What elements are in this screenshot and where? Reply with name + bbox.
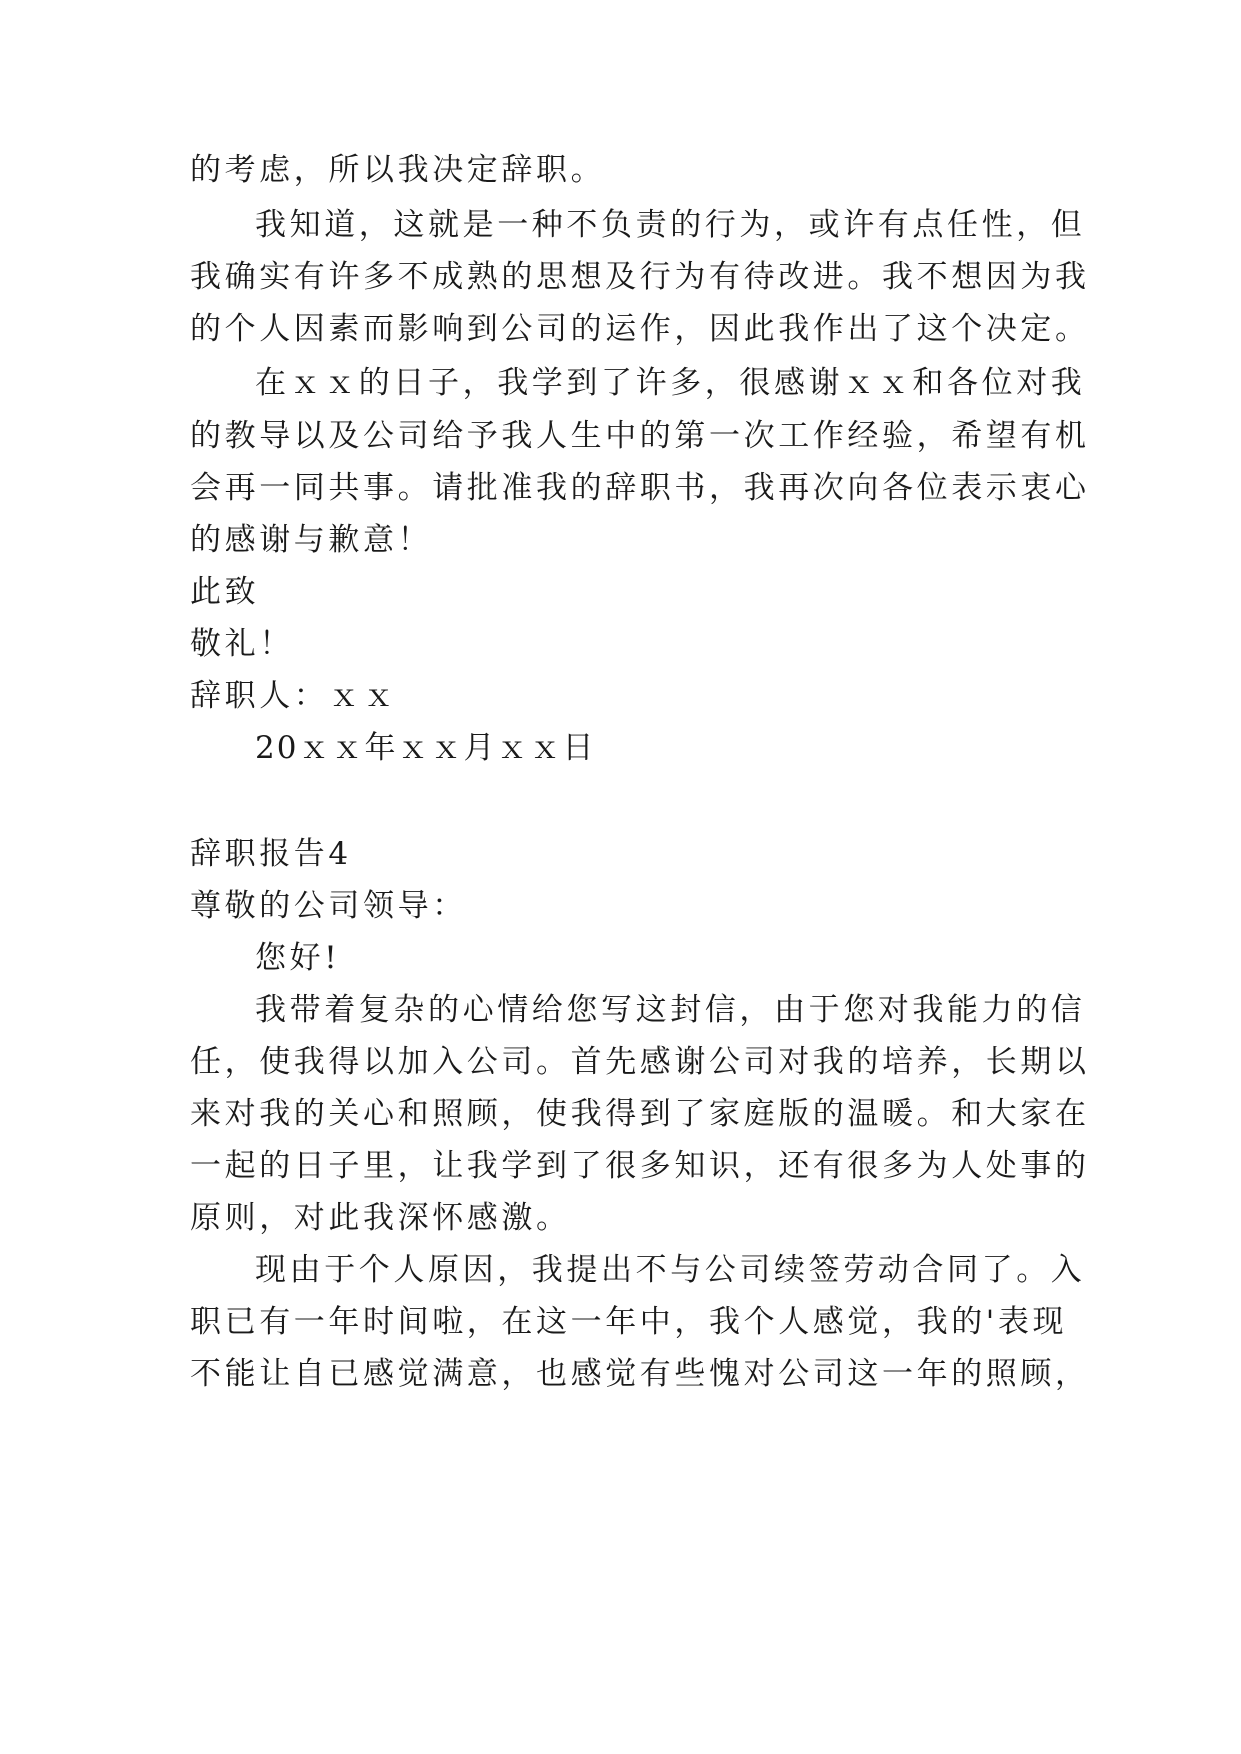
date-line: 20ｘｘ年ｘｘ月ｘｘ日 — [255, 730, 596, 766]
paragraph-line: 一起的日子里，让我学到了很多知识，还有很多为人处事的 — [190, 1148, 1090, 1184]
paragraph-line: 在ｘｘ的日子，我学到了许多，很感谢ｘｘ和各位对我 — [255, 365, 1086, 401]
paragraph-line: 的感谢与歉意！ — [190, 522, 433, 558]
paragraph-line: 现由于个人原因，我提出不与公司续签劳动合同了。入 — [255, 1252, 1086, 1288]
paragraph-line: 来对我的关心和照顾，使我得到了家庭版的温暖。和大家在 — [190, 1096, 1090, 1132]
paragraph-line: 的个人因素而影响到公司的运作，因此我作出了这个决定。 — [190, 311, 1090, 347]
paragraph-line: 的教导以及公司给予我人生中的第一次工作经验，希望有机 — [190, 418, 1090, 454]
paragraph-line: 原则，对此我深怀感激。 — [190, 1200, 571, 1236]
closing-line: 此致 — [190, 574, 260, 610]
section-title: 辞职报告4 — [190, 836, 352, 872]
paragraph-line: 职已有一年时间啦，在这一年中，我个人感觉，我的'表现 — [190, 1304, 1068, 1340]
greeting: 您好! — [255, 940, 341, 976]
paragraph-line: 任，使我得以加入公司。首先感谢公司对我的培养，长期以 — [190, 1044, 1090, 1080]
paragraph-line: 不能让自已感觉满意，也感觉有些愧对公司这一年的照顾， — [190, 1356, 1090, 1392]
paragraph-line: 我知道，这就是一种不负责的行为，或许有点任性，但 — [255, 207, 1086, 243]
signer-line: 辞职人：ｘｘ — [190, 678, 398, 714]
closing-line: 敬礼！ — [190, 626, 294, 662]
paragraph-line: 会再一同共事。请批准我的辞职书，我再次向各位表示衷心 — [190, 470, 1090, 506]
paragraph-line: 的考虑，所以我决定辞职。 — [190, 152, 606, 188]
salutation: 尊敬的公司领导： — [190, 888, 467, 924]
paragraph-line: 我带着复杂的心情给您写这封信，由于您对我能力的信 — [255, 992, 1086, 1028]
paragraph-line: 我确实有许多不成熟的思想及行为有待改进。我不想因为我 — [190, 259, 1090, 295]
